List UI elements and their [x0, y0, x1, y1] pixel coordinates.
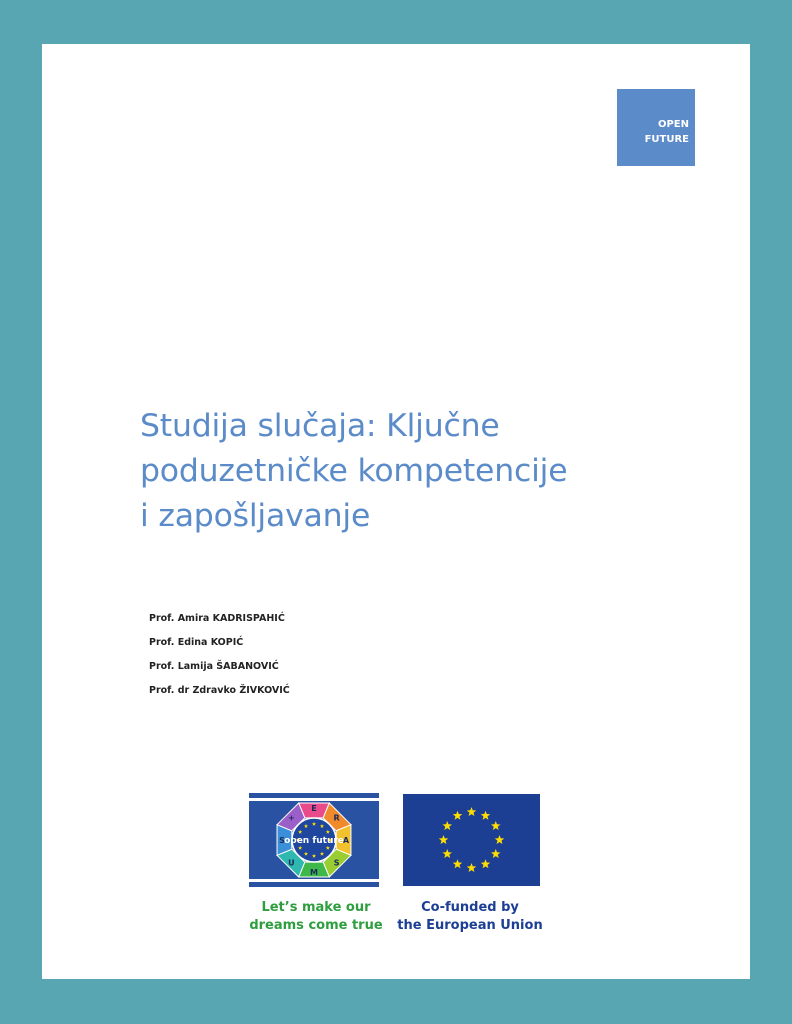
logo-letter: E	[311, 804, 317, 813]
logo-letter: S	[333, 858, 340, 868]
author-item: Prof. dr Zdravko ŽIVKOVIĆ	[149, 685, 290, 696]
eu-text-line-2: the European Union	[397, 918, 543, 933]
logo-letter: U	[288, 858, 295, 868]
document-title	[140, 404, 700, 539]
logo-letter: +	[288, 813, 295, 823]
author-item: Prof. Amira KADRISPAHIĆ	[149, 613, 285, 624]
eu-flag-icon	[403, 794, 540, 886]
slogan-line-1: Let’s make our	[261, 900, 371, 915]
badge-line-2: FUTURE	[644, 134, 689, 145]
logo-letter: M	[310, 868, 318, 877]
document-page	[42, 44, 750, 979]
logo-letter: A	[342, 836, 350, 845]
title-line-1: Studija slučaja: Ključne	[140, 408, 500, 444]
author-item: Prof. Edina KOPIĆ	[149, 637, 244, 648]
badge-line-1: OPEN	[657, 119, 689, 130]
title-line-3: i zapošljavanje	[140, 498, 371, 534]
author-item: Prof. Lamija ŠABANOVIĆ	[149, 661, 279, 672]
logo-center-text: open future	[284, 836, 344, 846]
title-line-2: poduzetničke kompetencije	[140, 453, 568, 489]
open-future-badge	[617, 89, 695, 166]
erasmus-slogan	[240, 899, 392, 935]
open-future-erasmus-logo-icon	[249, 793, 379, 887]
logo-letter: R	[333, 813, 340, 823]
slogan-line-2: dreams come true	[249, 918, 383, 933]
author-list	[149, 607, 290, 703]
logo-letter: S	[279, 836, 285, 845]
eu-text-line-1: Co-funded by	[421, 900, 519, 915]
eu-cofunded-text	[390, 899, 550, 935]
